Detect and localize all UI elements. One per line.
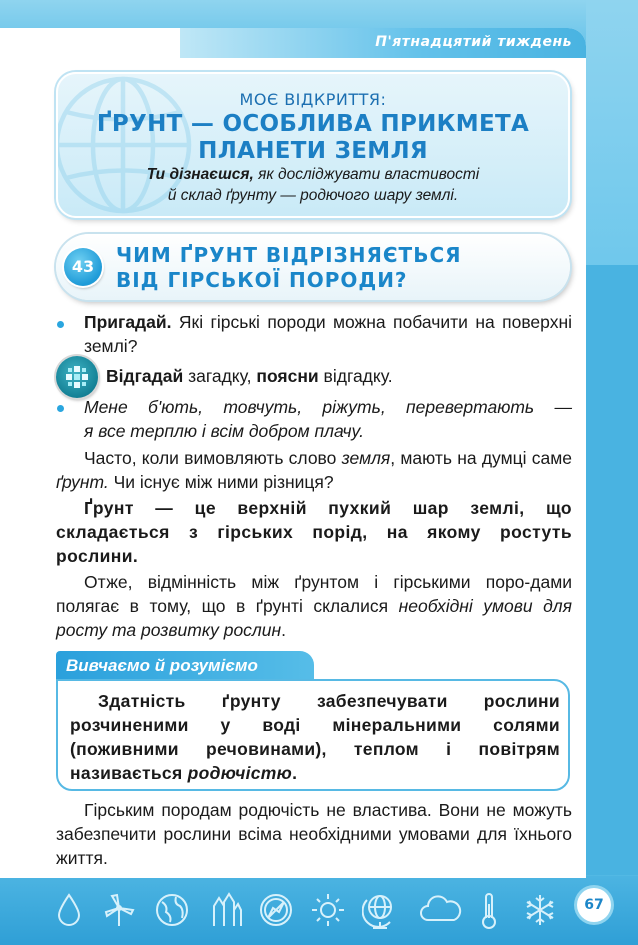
- recall-label: Пригадай.: [84, 312, 172, 332]
- bullet-icon: [57, 405, 64, 412]
- wind-turbine-icon: [102, 892, 136, 928]
- lesson-title-line2: ВІД ГІРСЬКОЇ ПОРОДИ?: [116, 268, 408, 292]
- study-text-italic: родючістю: [187, 763, 293, 783]
- puzzle-pattern-icon: [64, 364, 90, 390]
- riddle-instruction: [106, 364, 572, 388]
- water-drop-icon: [54, 892, 84, 928]
- week-title: П'ятнадцятий тиждень: [375, 34, 572, 50]
- lesson-title-line1: ЧИМ ҐРУНТ ВІДРІЗНЯЄТЬСЯ: [116, 243, 462, 267]
- para2-b: .: [281, 620, 287, 640]
- thermometer-icon: [478, 892, 500, 930]
- sun-icon: [310, 892, 346, 928]
- recall-paragraph: [84, 310, 572, 358]
- discovery-kicker: МОЄ ВІДКРИТТЯ:: [239, 90, 387, 109]
- study-text-b: .: [292, 763, 298, 783]
- discovery-subtitle: [58, 164, 568, 206]
- globe-icon: [154, 892, 190, 928]
- study-box: [56, 679, 570, 791]
- discovery-sub-bold: Ти дізнаєшся,: [146, 166, 254, 183]
- recall-text: Які гірські породи можна побачити на поверхні землі?: [84, 312, 572, 356]
- crystal-icon: [208, 892, 242, 928]
- riddle-text: [84, 395, 572, 443]
- footer-icons-row: [46, 888, 566, 932]
- para1-word1: земля: [341, 448, 391, 468]
- snowflake-icon: [522, 892, 558, 928]
- lesson-number-badge: 43: [64, 248, 102, 286]
- study-tab: Вивчаємо й розуміємо: [56, 651, 314, 681]
- para1-c: Чи існує між ними різниця?: [108, 472, 334, 492]
- study-text-a: Здатність ґрунту забезпечувати рослини розчиненими у воді мінеральними солями (поживними речовинами), теплом і повітрям називається: [70, 691, 560, 783]
- definition-paragraph: Ґрунт — це верхній пухкий шар землі, що складається з гірських порід, на якому ростуть рослини.: [56, 498, 572, 566]
- riddle-label1: Відгадай: [106, 366, 184, 386]
- riddle-line2: я все терплю і всім добром плачу.: [84, 421, 364, 441]
- riddle-label2: поясни: [256, 366, 319, 386]
- study-text: [70, 689, 560, 785]
- para2-italic: необхідні умови для росту та розвитку рослин: [56, 596, 572, 640]
- para1-word2: ґрунт.: [56, 472, 109, 492]
- right-frame-band: [586, 265, 638, 875]
- para1-a: Часто, коли вимовляють слово: [84, 448, 342, 468]
- discovery-box: [56, 72, 570, 218]
- lesson-header: [56, 234, 570, 300]
- paragraph-3: Гірським породам родючість не властива. Вони не можуть забезпечити рослини всіма необхідними умовами для їхнього життя.: [56, 800, 572, 868]
- discovery-title-line2: ПЛАНЕТИ ЗЕМЛЯ: [198, 138, 428, 164]
- riddle-text2: відгадку.: [318, 366, 393, 386]
- page-number: 67: [577, 888, 611, 922]
- paragraph-1: [56, 446, 572, 494]
- discovery-sub-line2: й склад ґрунту — родючого шару землі.: [167, 187, 459, 204]
- para1-b: , мають на думці саме: [390, 448, 572, 468]
- paragraph-2: [56, 570, 572, 642]
- discovery-title-line1: ҐРУНТ — ОСОБЛИВА ПРИКМЕТА: [96, 111, 530, 137]
- riddle-line1: Мене б'ють, товчуть, ріжуть, перевертають —: [84, 397, 572, 417]
- discovery-title: [58, 111, 568, 165]
- riddle-text1: загадку,: [183, 366, 257, 386]
- compass-icon: [258, 892, 294, 928]
- cloud-icon: [418, 892, 462, 926]
- globe-stand-icon: [362, 892, 398, 930]
- discovery-sub-rest: як досліджувати властивості: [253, 166, 480, 183]
- para2-a: Отже, відмінність між ґрунтом і гірськими поро-дами полягає в тому, що в ґрунті склалися: [56, 572, 572, 616]
- riddle-icon: [56, 356, 98, 398]
- lesson-title: [116, 243, 556, 293]
- bullet-icon: [57, 321, 64, 328]
